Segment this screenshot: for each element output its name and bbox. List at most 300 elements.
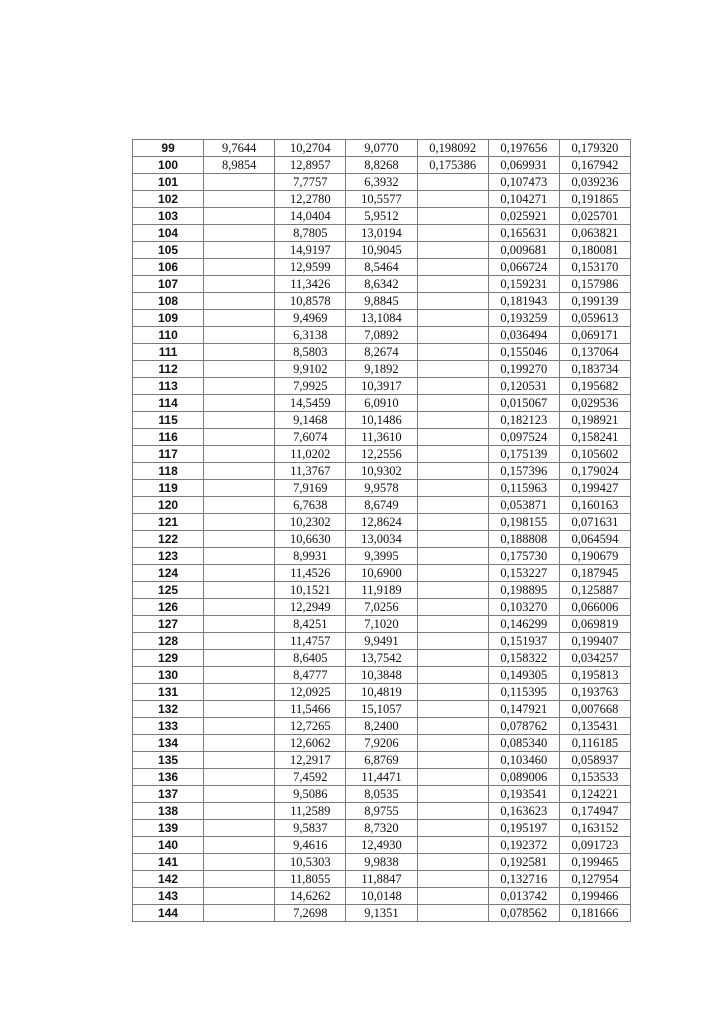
table-row: [133, 174, 631, 191]
value-cell-3: 7,0892: [346, 327, 417, 344]
value-cell-1: [204, 854, 275, 871]
value-cell-3: 11,3610: [346, 429, 417, 446]
value-cell-1: [204, 514, 275, 531]
row-index-cell: 127: [133, 616, 204, 633]
value-cell-6: 0,199139: [559, 293, 630, 310]
value-cell-4: [417, 633, 488, 650]
value-cell-1: [204, 395, 275, 412]
value-cell-2: 10,8578: [275, 293, 346, 310]
row-index-cell: 140: [133, 837, 204, 854]
value-cell-3: 6,8769: [346, 752, 417, 769]
value-cell-6: 0,069171: [559, 327, 630, 344]
value-cell-2: 9,1468: [275, 412, 346, 429]
value-cell-5: 0,053871: [488, 497, 559, 514]
table-row: [133, 786, 631, 803]
table-row: [133, 327, 631, 344]
value-cell-6: 0,199407: [559, 633, 630, 650]
table-row: [133, 310, 631, 327]
row-index-cell: 110: [133, 327, 204, 344]
value-cell-5: 0,066724: [488, 259, 559, 276]
row-index-cell: 141: [133, 854, 204, 871]
table-row: [133, 191, 631, 208]
table-row: [133, 480, 631, 497]
value-cell-1: [204, 786, 275, 803]
table-row: [133, 735, 631, 752]
row-index-cell: 144: [133, 905, 204, 922]
value-cell-3: 9,1892: [346, 361, 417, 378]
value-cell-1: [204, 463, 275, 480]
row-index-cell: 116: [133, 429, 204, 446]
value-cell-1: [204, 871, 275, 888]
value-cell-2: 8,6405: [275, 650, 346, 667]
value-cell-3: 6,3932: [346, 174, 417, 191]
value-cell-1: [204, 531, 275, 548]
value-cell-3: 13,7542: [346, 650, 417, 667]
value-cell-3: 7,9206: [346, 735, 417, 752]
value-cell-4: [417, 259, 488, 276]
value-cell-2: 10,6630: [275, 531, 346, 548]
row-index-cell: 109: [133, 310, 204, 327]
value-cell-2: 9,5837: [275, 820, 346, 837]
value-cell-6: 0,195682: [559, 378, 630, 395]
value-cell-4: [417, 650, 488, 667]
value-cell-6: 0,124221: [559, 786, 630, 803]
value-cell-3: 15,1057: [346, 701, 417, 718]
value-cell-2: 6,7638: [275, 497, 346, 514]
value-cell-3: 9,8845: [346, 293, 417, 310]
value-cell-1: [204, 446, 275, 463]
row-index-cell: 115: [133, 412, 204, 429]
value-cell-3: 12,8624: [346, 514, 417, 531]
value-cell-4: [417, 820, 488, 837]
value-cell-4: [417, 242, 488, 259]
value-cell-5: 0,078762: [488, 718, 559, 735]
value-cell-1: [204, 497, 275, 514]
row-index-cell: 114: [133, 395, 204, 412]
value-cell-4: [417, 871, 488, 888]
row-index-cell: 104: [133, 225, 204, 242]
value-cell-6: 0,025701: [559, 208, 630, 225]
value-cell-2: 14,6262: [275, 888, 346, 905]
value-cell-6: 0,199465: [559, 854, 630, 871]
value-cell-5: 0,175730: [488, 548, 559, 565]
value-cell-1: [204, 259, 275, 276]
value-cell-1: [204, 225, 275, 242]
value-cell-3: 5,9512: [346, 208, 417, 225]
value-cell-1: [204, 242, 275, 259]
value-cell-2: 7,7757: [275, 174, 346, 191]
table-row: [133, 531, 631, 548]
value-cell-5: 0,197656: [488, 140, 559, 157]
table-row: [133, 242, 631, 259]
row-index-cell: 126: [133, 599, 204, 616]
row-index-cell: 142: [133, 871, 204, 888]
value-cell-1: [204, 548, 275, 565]
value-cell-4: [417, 718, 488, 735]
value-cell-6: 0,066006: [559, 599, 630, 616]
value-cell-1: [204, 599, 275, 616]
value-cell-4: [417, 225, 488, 242]
value-cell-4: [417, 837, 488, 854]
value-cell-1: [204, 803, 275, 820]
value-cell-4: [417, 174, 488, 191]
table-row: [133, 769, 631, 786]
value-cell-3: 12,2556: [346, 446, 417, 463]
value-cell-2: 12,2917: [275, 752, 346, 769]
value-cell-4: [417, 327, 488, 344]
value-cell-4: [417, 905, 488, 922]
value-cell-3: 9,1351: [346, 905, 417, 922]
value-cell-5: 0,115963: [488, 480, 559, 497]
value-cell-4: [417, 616, 488, 633]
table-row: [133, 259, 631, 276]
value-cell-3: 10,4819: [346, 684, 417, 701]
value-cell-3: 7,1020: [346, 616, 417, 633]
row-index-cell: 106: [133, 259, 204, 276]
row-index-cell: 118: [133, 463, 204, 480]
row-index-cell: 113: [133, 378, 204, 395]
value-cell-5: 0,193259: [488, 310, 559, 327]
value-cell-4: [417, 786, 488, 803]
row-index-cell: 138: [133, 803, 204, 820]
table-row: [133, 497, 631, 514]
row-index-cell: 131: [133, 684, 204, 701]
table-row: [133, 888, 631, 905]
value-cell-6: 0,174947: [559, 803, 630, 820]
row-index-cell: 121: [133, 514, 204, 531]
row-index-cell: 107: [133, 276, 204, 293]
row-index-cell: 112: [133, 361, 204, 378]
value-cell-5: 0,015067: [488, 395, 559, 412]
table-row: [133, 871, 631, 888]
table-row: [133, 293, 631, 310]
value-cell-5: 0,182123: [488, 412, 559, 429]
value-cell-5: 0,107473: [488, 174, 559, 191]
value-cell-4: [417, 293, 488, 310]
value-cell-3: 8,2400: [346, 718, 417, 735]
value-cell-2: 10,1521: [275, 582, 346, 599]
value-cell-4: [417, 752, 488, 769]
value-cell-5: 0,158322: [488, 650, 559, 667]
value-cell-2: 9,5086: [275, 786, 346, 803]
value-cell-3: 6,0910: [346, 395, 417, 412]
value-cell-3: 9,3995: [346, 548, 417, 565]
value-cell-3: 13,0034: [346, 531, 417, 548]
value-cell-6: 0,039236: [559, 174, 630, 191]
table-row: [133, 837, 631, 854]
value-cell-5: 0,198155: [488, 514, 559, 531]
value-cell-6: 0,125887: [559, 582, 630, 599]
value-cell-5: 0,175139: [488, 446, 559, 463]
table-row: [133, 429, 631, 446]
table-row: [133, 412, 631, 429]
table-row: [133, 361, 631, 378]
value-cell-2: 14,9197: [275, 242, 346, 259]
value-cell-1: [204, 752, 275, 769]
value-cell-3: 8,5464: [346, 259, 417, 276]
value-cell-5: 0,155046: [488, 344, 559, 361]
value-cell-4: [417, 599, 488, 616]
value-cell-5: 0,120531: [488, 378, 559, 395]
row-index-cell: 119: [133, 480, 204, 497]
row-index-cell: 99: [133, 140, 204, 157]
row-index-cell: 125: [133, 582, 204, 599]
value-cell-6: 0,127954: [559, 871, 630, 888]
value-cell-1: [204, 310, 275, 327]
value-cell-1: [204, 684, 275, 701]
value-cell-4: [417, 735, 488, 752]
table-row: [133, 650, 631, 667]
table-row: [133, 599, 631, 616]
value-cell-6: 0,199466: [559, 888, 630, 905]
value-cell-3: 8,7320: [346, 820, 417, 837]
value-cell-5: 0,085340: [488, 735, 559, 752]
row-index-cell: 117: [133, 446, 204, 463]
value-cell-1: [204, 769, 275, 786]
row-index-cell: 124: [133, 565, 204, 582]
value-cell-4: [417, 888, 488, 905]
row-index-cell: 100: [133, 157, 204, 174]
value-cell-2: 12,6062: [275, 735, 346, 752]
row-index-cell: 128: [133, 633, 204, 650]
value-cell-3: 10,3848: [346, 667, 417, 684]
value-cell-6: 0,063821: [559, 225, 630, 242]
value-cell-6: 0,183734: [559, 361, 630, 378]
value-cell-2: 11,3426: [275, 276, 346, 293]
value-cell-6: 0,198921: [559, 412, 630, 429]
value-cell-5: 0,115395: [488, 684, 559, 701]
value-cell-5: 0,188808: [488, 531, 559, 548]
value-cell-5: 0,036494: [488, 327, 559, 344]
value-cell-1: [204, 378, 275, 395]
value-cell-4: [417, 412, 488, 429]
value-cell-5: 0,009681: [488, 242, 559, 259]
value-cell-3: 11,9189: [346, 582, 417, 599]
row-index-cell: 133: [133, 718, 204, 735]
value-cell-4: 0,175386: [417, 157, 488, 174]
value-cell-5: 0,192581: [488, 854, 559, 871]
value-cell-6: 0,029536: [559, 395, 630, 412]
value-cell-5: 0,104271: [488, 191, 559, 208]
value-cell-6: 0,153533: [559, 769, 630, 786]
value-cell-1: [204, 905, 275, 922]
value-cell-5: 0,151937: [488, 633, 559, 650]
value-cell-2: 6,3138: [275, 327, 346, 344]
value-cell-3: 10,9045: [346, 242, 417, 259]
value-cell-4: [417, 310, 488, 327]
value-cell-1: [204, 429, 275, 446]
table-body: [133, 140, 631, 922]
value-cell-2: 8,7805: [275, 225, 346, 242]
value-cell-3: 13,0194: [346, 225, 417, 242]
value-cell-3: 12,4930: [346, 837, 417, 854]
value-cell-5: 0,181943: [488, 293, 559, 310]
value-cell-2: 8,5803: [275, 344, 346, 361]
value-cell-6: 0,179024: [559, 463, 630, 480]
value-cell-5: 0,013742: [488, 888, 559, 905]
table-row: [133, 667, 631, 684]
value-cell-4: [417, 344, 488, 361]
value-cell-1: [204, 735, 275, 752]
value-cell-2: 11,2589: [275, 803, 346, 820]
row-index-cell: 139: [133, 820, 204, 837]
value-cell-1: [204, 888, 275, 905]
table-row: [133, 276, 631, 293]
row-index-cell: 103: [133, 208, 204, 225]
value-cell-6: 0,163152: [559, 820, 630, 837]
row-index-cell: 123: [133, 548, 204, 565]
value-cell-1: [204, 327, 275, 344]
value-cell-4: [417, 803, 488, 820]
value-cell-5: 0,159231: [488, 276, 559, 293]
value-cell-2: 8,9931: [275, 548, 346, 565]
value-cell-2: 10,5303: [275, 854, 346, 871]
value-cell-2: 7,4592: [275, 769, 346, 786]
value-cell-4: [417, 582, 488, 599]
value-cell-5: 0,103270: [488, 599, 559, 616]
table-row: [133, 854, 631, 871]
value-cell-1: [204, 565, 275, 582]
value-cell-1: [204, 582, 275, 599]
value-cell-1: [204, 718, 275, 735]
value-cell-5: 0,097524: [488, 429, 559, 446]
value-cell-3: 10,1486: [346, 412, 417, 429]
value-cell-4: [417, 854, 488, 871]
value-cell-5: 0,192372: [488, 837, 559, 854]
row-index-cell: 102: [133, 191, 204, 208]
row-index-cell: 122: [133, 531, 204, 548]
value-cell-2: 7,6074: [275, 429, 346, 446]
row-index-cell: 137: [133, 786, 204, 803]
value-cell-6: 0,199427: [559, 480, 630, 497]
row-index-cell: 143: [133, 888, 204, 905]
value-cell-5: 0,089006: [488, 769, 559, 786]
value-cell-6: 0,179320: [559, 140, 630, 157]
value-cell-6: 0,160163: [559, 497, 630, 514]
value-cell-5: 0,195197: [488, 820, 559, 837]
data-table: [132, 139, 631, 922]
value-cell-1: [204, 293, 275, 310]
value-cell-4: [417, 276, 488, 293]
value-cell-6: 0,157986: [559, 276, 630, 293]
value-cell-1: [204, 616, 275, 633]
value-cell-2: 7,9169: [275, 480, 346, 497]
value-cell-5: 0,025921: [488, 208, 559, 225]
value-cell-4: [417, 701, 488, 718]
value-cell-2: 8,4777: [275, 667, 346, 684]
value-cell-1: [204, 480, 275, 497]
value-cell-5: 0,157396: [488, 463, 559, 480]
row-index-cell: 134: [133, 735, 204, 752]
value-cell-2: 11,4526: [275, 565, 346, 582]
value-cell-3: 9,0770: [346, 140, 417, 157]
table-row: [133, 820, 631, 837]
table-row: [133, 208, 631, 225]
value-cell-1: [204, 633, 275, 650]
table-row: [133, 718, 631, 735]
value-cell-6: 0,153170: [559, 259, 630, 276]
value-cell-4: [417, 480, 488, 497]
value-cell-3: 10,5577: [346, 191, 417, 208]
value-cell-2: 14,5459: [275, 395, 346, 412]
value-cell-6: 0,069819: [559, 616, 630, 633]
value-cell-6: 0,064594: [559, 531, 630, 548]
value-cell-6: 0,167942: [559, 157, 630, 174]
value-cell-1: [204, 361, 275, 378]
value-cell-1: [204, 191, 275, 208]
value-cell-5: 0,078562: [488, 905, 559, 922]
table-row: [133, 344, 631, 361]
value-cell-6: 0,193763: [559, 684, 630, 701]
row-index-cell: 105: [133, 242, 204, 259]
value-cell-3: 9,9578: [346, 480, 417, 497]
value-cell-2: 8,4251: [275, 616, 346, 633]
value-cell-6: 0,137064: [559, 344, 630, 361]
value-cell-3: 8,2674: [346, 344, 417, 361]
row-index-cell: 136: [133, 769, 204, 786]
table-row: [133, 395, 631, 412]
value-cell-3: 10,6900: [346, 565, 417, 582]
value-cell-3: 8,6749: [346, 497, 417, 514]
value-cell-6: 0,180081: [559, 242, 630, 259]
row-index-cell: 130: [133, 667, 204, 684]
value-cell-5: 0,193541: [488, 786, 559, 803]
value-cell-4: [417, 208, 488, 225]
value-cell-3: 13,1084: [346, 310, 417, 327]
value-cell-1: [204, 667, 275, 684]
value-cell-6: 0,116185: [559, 735, 630, 752]
value-cell-2: 11,3767: [275, 463, 346, 480]
value-cell-2: 10,2302: [275, 514, 346, 531]
value-cell-6: 0,091723: [559, 837, 630, 854]
value-cell-3: 8,0535: [346, 786, 417, 803]
table-row: [133, 548, 631, 565]
value-cell-4: [417, 769, 488, 786]
table-row: [133, 616, 631, 633]
value-cell-3: 10,0148: [346, 888, 417, 905]
table-row: [133, 633, 631, 650]
value-cell-4: [417, 531, 488, 548]
value-cell-5: 0,069931: [488, 157, 559, 174]
table-row: [133, 701, 631, 718]
value-cell-6: 0,191865: [559, 191, 630, 208]
value-cell-1: 9,7644: [204, 140, 275, 157]
value-cell-2: 9,4969: [275, 310, 346, 327]
value-cell-2: 12,9599: [275, 259, 346, 276]
value-cell-5: 0,103460: [488, 752, 559, 769]
value-cell-2: 12,7265: [275, 718, 346, 735]
value-cell-3: 7,0256: [346, 599, 417, 616]
value-cell-2: 11,0202: [275, 446, 346, 463]
value-cell-5: 0,163623: [488, 803, 559, 820]
value-cell-1: [204, 820, 275, 837]
value-cell-2: 9,9102: [275, 361, 346, 378]
value-cell-2: 10,2704: [275, 140, 346, 157]
value-cell-4: [417, 514, 488, 531]
value-cell-4: [417, 378, 488, 395]
value-cell-1: [204, 174, 275, 191]
value-cell-4: [417, 446, 488, 463]
value-cell-6: 0,034257: [559, 650, 630, 667]
value-cell-1: [204, 208, 275, 225]
table-row: [133, 514, 631, 531]
value-cell-4: [417, 463, 488, 480]
value-cell-4: [417, 395, 488, 412]
value-cell-1: [204, 701, 275, 718]
value-cell-2: 7,2698: [275, 905, 346, 922]
value-cell-4: [417, 191, 488, 208]
value-cell-6: 0,190679: [559, 548, 630, 565]
